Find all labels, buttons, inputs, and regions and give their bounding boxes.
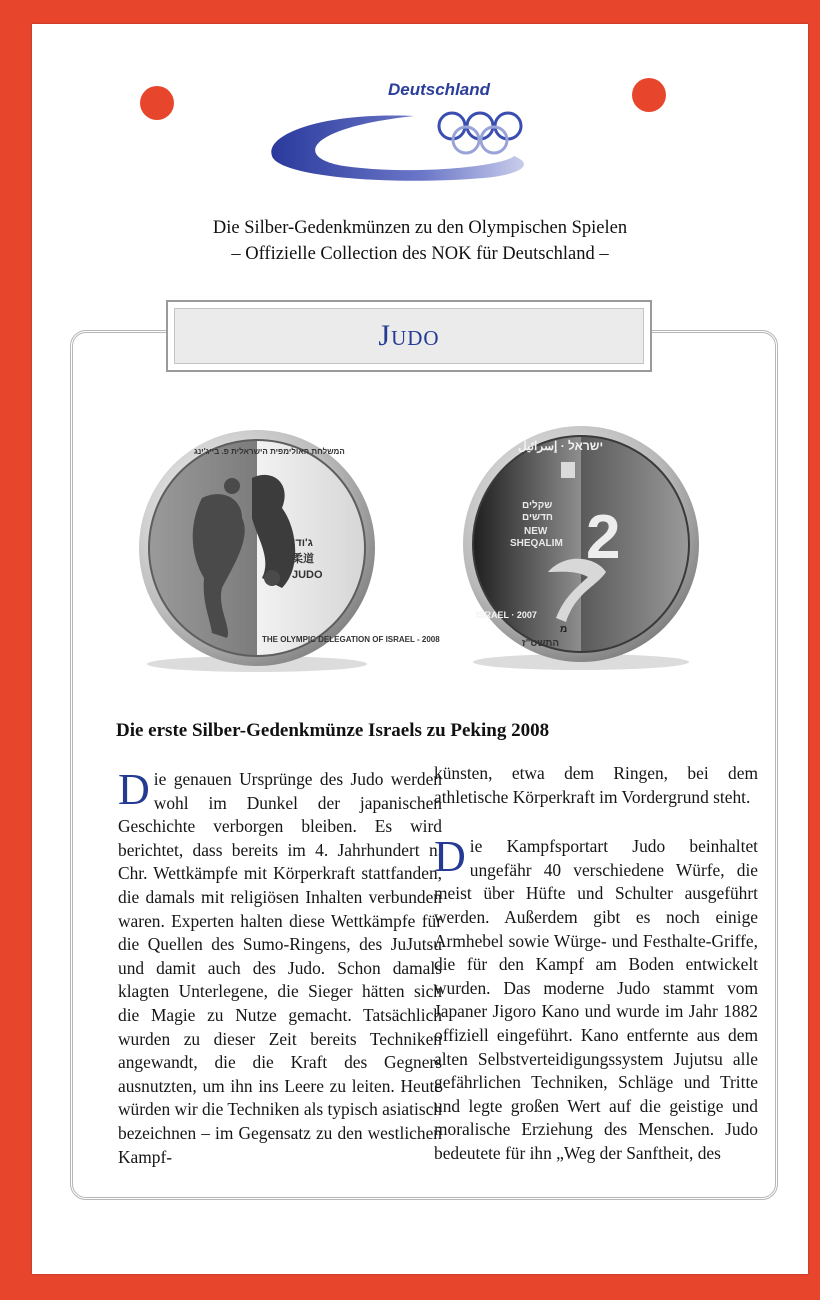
obverse-hebrew-label: ג'ודו: [292, 537, 313, 549]
reverse-value: 2: [586, 503, 621, 572]
article-column-left: [118, 765, 442, 1169]
reverse-rim-top: ישראל · إسرائيل: [518, 439, 604, 453]
coin-reverse-image: [456, 422, 706, 672]
article-heading: Die erste Silber-Gedenkmünze Israels zu Peking 2008: [116, 720, 550, 741]
article-paragraph-1-continued: künsten, etwa dem Ringen, bei dem athletische Körperkraft im Vordergrund steht.: [434, 763, 758, 807]
reverse-hebrew-denom1: שקלים: [522, 500, 553, 511]
dropcap-p2: D: [434, 832, 466, 882]
dropcap-p1: D: [118, 765, 150, 814]
reverse-sheqalim-label: SHEQALIM: [510, 538, 563, 549]
olympic-rings-logo: [264, 104, 534, 188]
obverse-rim-hebrew: המשלחת האולימפית הישראלית פ. בייג'ינג: [194, 447, 345, 456]
article-paragraph-2: ie Kampfsportart Judo beinhaltet ungefähr 40 verschiedene Würfe, die meist über Hüfte und Schulter ausgeführt werden. Außerdem gibt es noch einige Armhebel sowie Würge- und Festhalte-Griffe, die für den Kampf am Boden entwickelt wurden. Das moderne Judo stammt vom Japaner Jigoro Kano und wurde im Jahr 1882 offiziell eingeführt. Kano entfernte aus dem alten Selbstverteidigungssystem Jujutsu alle gefährlichen Techniken, Schläge und Tritte und legte großen Wert auf die geistige und moralische Erziehung des Menschen. Judo bedeutete für ihn „Weg der Sanftheit, des: [434, 836, 758, 1163]
reverse-mint-mark: מ: [560, 624, 568, 635]
article-column-right: [434, 762, 758, 1166]
title-box: [166, 300, 652, 372]
obverse-judo-label: JUDO: [292, 569, 323, 581]
coin-obverse-image: [132, 428, 440, 678]
logo-text: Deutschland: [388, 80, 491, 99]
page-title: Judo: [174, 308, 644, 364]
obverse-japanese-label: 柔道: [292, 553, 314, 565]
reverse-rim-left: ISRAEL · 2007: [476, 610, 537, 620]
punch-hole-right: [632, 78, 666, 112]
collection-subtitle-line2: – Offizielle Collection des NOK für Deutschland –: [231, 244, 609, 264]
certificate-sheet: [32, 24, 808, 1274]
article-paragraph-1: ie genauen Ursprünge des Judo werden wohl im Dunkel der japanischen Geschichte verborgen bleiben. Es wird berichtet, dass bereits im 4. Jahrhundert n. Chr. Wettkämpfe mit Körperkraft stattfanden, die damals mit religiösen Inhalten verbunden waren. Experten halten diese Wettkämpfe für die Quellen des Sumo-Ringens, des JuJutsu und damit auch des Judo. Schon damals klagten Unterlegene, die Sieger hätten sich die Magie zu Nutze gemacht. Tatsächlich wurden zu dieser Zeit bereits Techniken angewandt, die die Kraft des Gegners ausnutzten, um ihn ins Leere zu leiten. Heute würden wir die Techniken als typisch asiatisch bezeichnen – im Gegensatz zu den westlichen Kampf-: [118, 769, 442, 1167]
collection-subtitle-line1: Die Silber-Gedenkmünzen zu den Olympischen Spielen: [212, 218, 628, 238]
reverse-rim-bottom: התשס"ז: [522, 638, 560, 649]
reverse-new-label: NEW: [524, 526, 548, 537]
punch-hole-left: [140, 86, 174, 120]
reverse-hebrew-denom2: חדשים: [522, 512, 553, 523]
obverse-rim-english: THE OLYMPIC DELEGATION OF ISRAEL - 2008: [262, 635, 440, 644]
